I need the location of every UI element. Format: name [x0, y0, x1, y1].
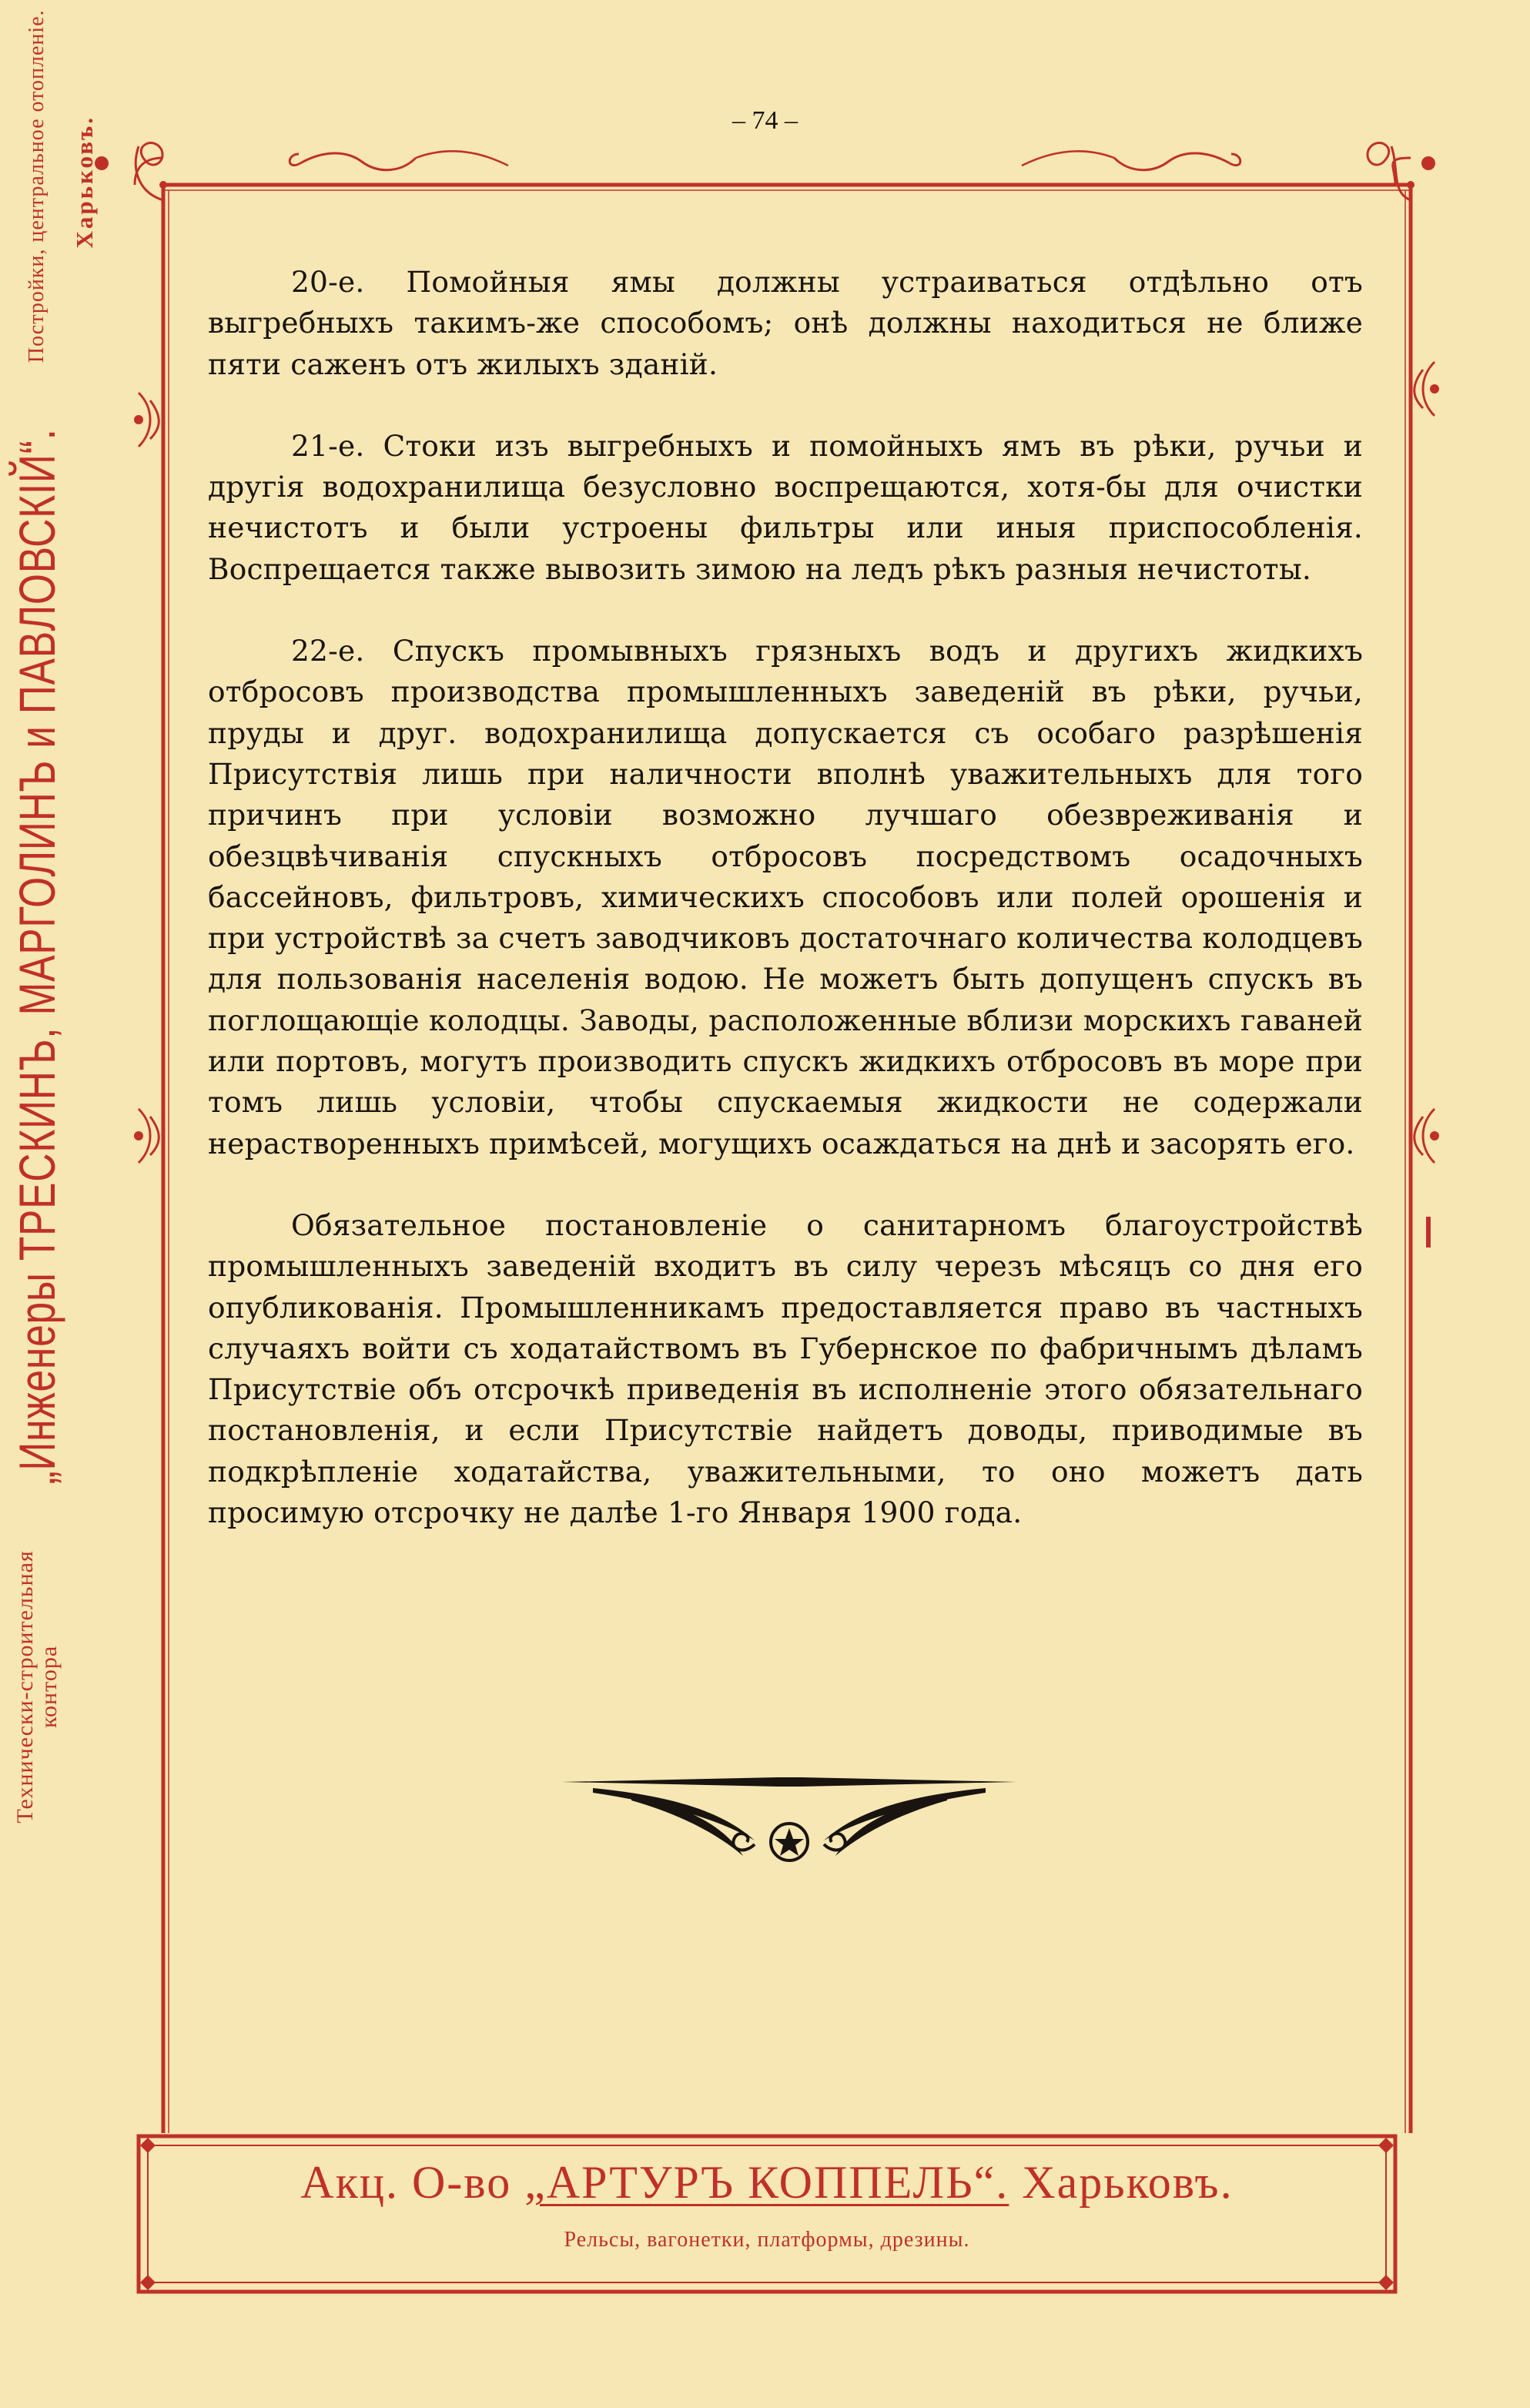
office-label-line1: Технически-строительная: [12, 1550, 38, 1824]
office-label: [13, 1550, 62, 1823]
side-ad-main-line: [6, 0, 68, 1833]
bottom-ad-title: [136, 2156, 1398, 2209]
firm-city: Харьковъ.: [71, 116, 98, 249]
bottom-ad-tagline: Рельсы, вагонетки, платформы, дрезины.: [564, 2228, 970, 2252]
side-advertisement: [0, 0, 116, 1833]
office-label-line2: контора: [36, 1645, 62, 1728]
paragraph-21: 21-е. Стоки изъ выгребныхъ и помойныхъ ямъ въ рѣки, ручьи и другія водохранилища безусловно воспрещаются, хотя-бы для очистки нечистотъ и были устроены фильтры или иныя приспособленія. Воспрещается также вывозить зимою на ледъ рѣкъ разныя нечистоты.: [208, 428, 1363, 586]
firm-name: „Инженеры ТРЕСКИНЪ, МАРГОЛИНЪ и ПАВЛОВСКІЙ“.: [8, 428, 65, 1485]
firm-services: Постройки, центральное отопленіе.: [25, 9, 49, 363]
paragraph-closing: Обязательное постановленіе о санитарномъ благоустройствѣ промышленныхъ заведеній входитъ въ силу черезъ мѣсяцъ со дня его опубликованія. Промышленникамъ предоставляется право въ частныхъ случаяхъ войти съ ходатайствомъ въ Губернское по фабричнымъ дѣламъ Присутствіе объ отсрочкѣ приведенія въ исполненіе этого обязательнаго постановленія, и если Присутствіе найдетъ доводы, приводимые въ подкрѣпленіе ходатайства, уважительными, то оно можетъ дать просимую отсрочку не далѣе 1-го Января 1900 года.: [208, 1207, 1363, 1530]
paragraph-20: 20-е. Помойныя ямы должны устраиваться отдѣльно отъ выгребныхъ такимъ-же способомъ; онѣ должны находиться не ближе пяти саженъ отъ жилыхъ зданій.: [208, 265, 1363, 381]
page-number: – 74 –: [732, 106, 798, 135]
bottom-ad-company: „АРТУРЪ КОППЕЛЬ“.: [524, 2157, 1009, 2208]
main-text: [208, 262, 1363, 1574]
bottom-ad-prefix: Акц. О-во: [300, 2157, 525, 2208]
paragraph-22: 22-е. Спускъ промывныхъ грязныхъ водъ и другихъ жидкихъ отбросовъ производства промышленныхъ заведеній въ рѣки, ручьи, пруды и друг. водохранилища допускается съ особаго разрѣшенія Присутствія лишь при наличности вполнѣ уважительныхъ для того причинъ при условіи возможно лучшаго обезвреживанія и обезцвѣчиванія спускныхъ отбросовъ посредствомъ осадочныхъ бассейновъ, фильтровъ, химическихъ способовъ или полей орошенія и при устройствѣ за счетъ заводчиковъ достаточнаго количества колодцевъ для пользованія населенія водою. Не можетъ быть допущенъ спускъ въ поглощающіе колодцы. Заводы, расположенные вблизи морскихъ гаваней или портовъ, могутъ производить спускъ жидкихъ отбросовъ въ море при томъ лишь условіи, чтобы спускаемыя жидкости не содержали нерастворенныхъ примѣсей, могущихъ осаждаться на днѣ и засорять его.: [208, 634, 1363, 1160]
bottom-ad-city: Харьковъ.: [1009, 2157, 1234, 2208]
ornament-divider: [562, 1771, 1016, 1871]
